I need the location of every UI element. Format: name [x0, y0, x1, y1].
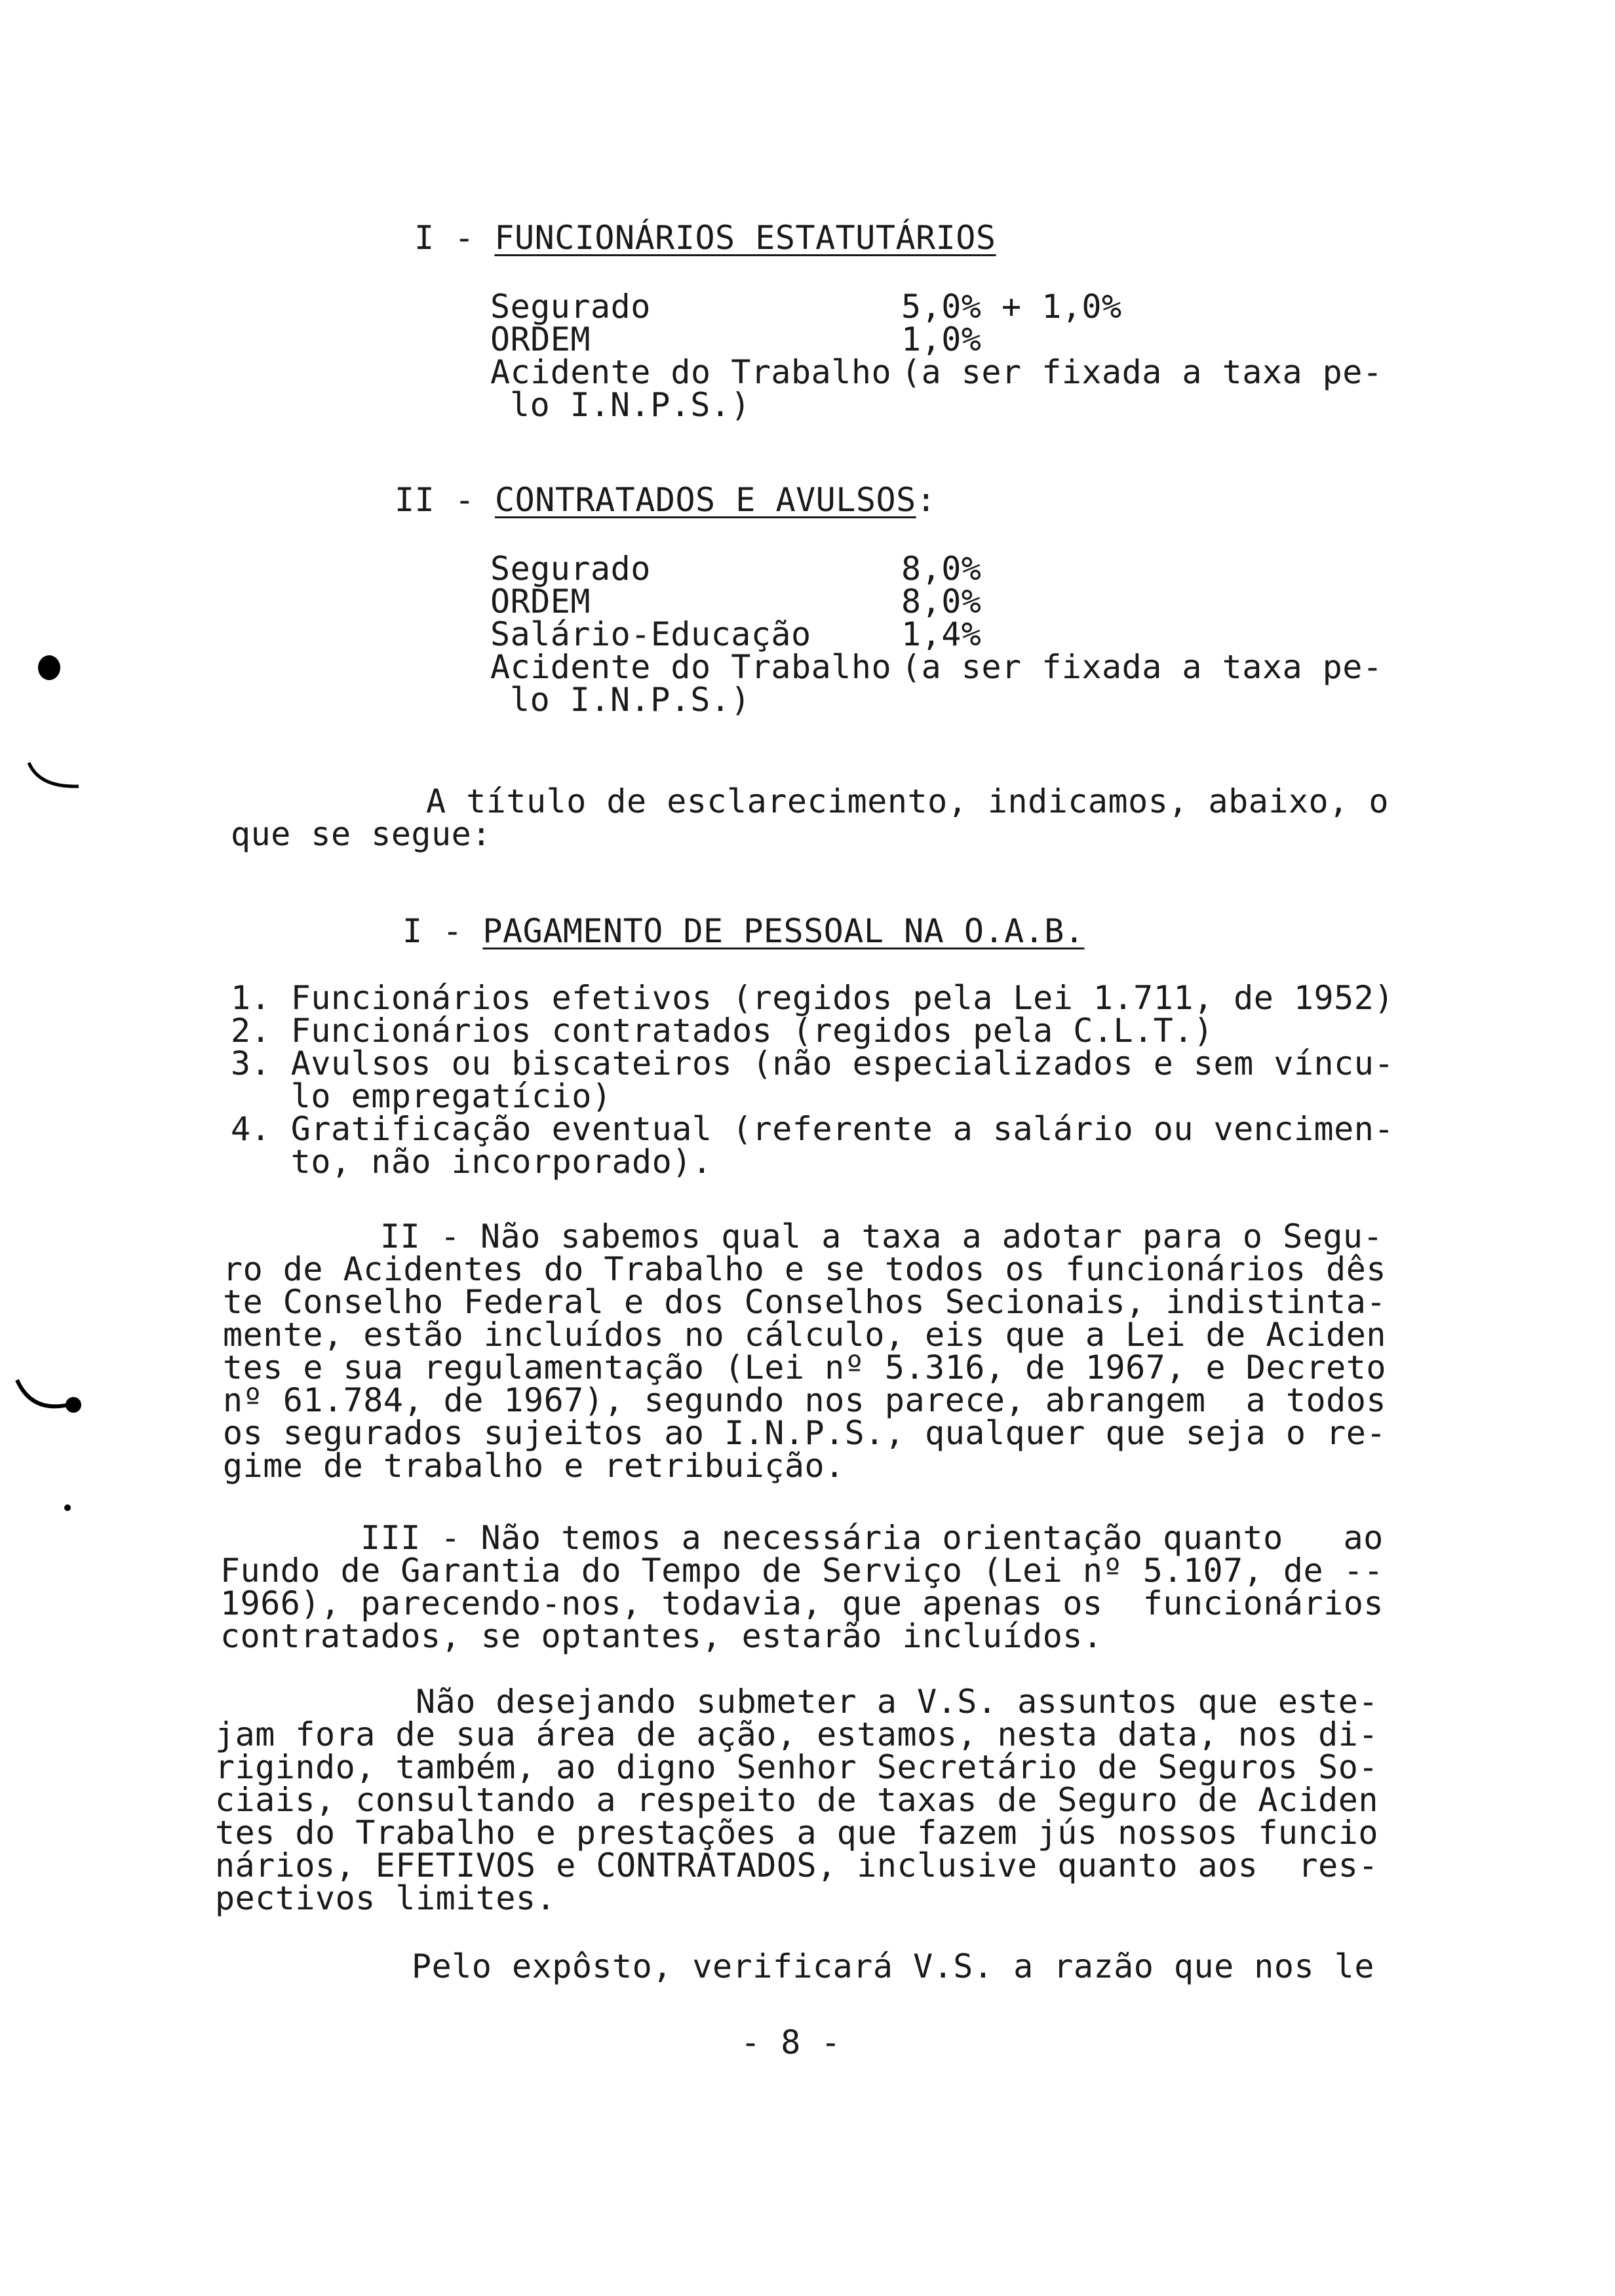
- section2-row-value: 8,0%: [901, 550, 982, 588]
- section2-number: II -: [395, 481, 475, 519]
- scan-dot-artifact: [38, 655, 60, 680]
- page-number: - 8 -: [741, 2023, 842, 2061]
- section2-row-label: Acidente do Trabalho: [490, 648, 892, 686]
- section2-row-value: 8,0%: [901, 583, 982, 621]
- section2-title: CONTRATADOS E AVULSOS: [495, 481, 916, 519]
- section2-row-label: Segurado: [490, 550, 651, 588]
- section1-title: FUNCIONÁRIOS ESTATUTÁRIOS: [494, 219, 996, 257]
- intro-line: A título de esclarecimento, indicamos, abaixo, o: [426, 782, 1389, 820]
- section1-number: I -: [414, 219, 475, 257]
- list-item: 1. Funcionários efetivos (regidos pela Lei 1.711, de 1952): [231, 979, 1394, 1017]
- list-item: 3. Avulsos ou biscateiros (não especializados e sem víncu-: [231, 1044, 1394, 1082]
- paragraph-line: nº 61.784, de 1967), segundo nos parece, abrangem a todos: [223, 1381, 1386, 1419]
- paragraph-line: tes e sua regulamentação (Lei nº 5.316, de 1967, e Decreto: [223, 1349, 1386, 1387]
- paragraph-line: mente, estão incluídos no cálculo, eis que a Lei de Aciden: [223, 1316, 1386, 1354]
- paragraph-line: II - Não sabemos qual a taxa a adotar para o Segu-: [380, 1217, 1384, 1255]
- section1-row-label: ORDEM: [490, 320, 591, 358]
- paragraph-line: jam fora de sua área de ação, estamos, nesta data, nos di-: [215, 1715, 1378, 1753]
- paragraph-line: rigindo, também, ao digno Senhor Secretário de Seguros So-: [215, 1748, 1378, 1786]
- section2-row-label: Salário-Educação: [490, 615, 811, 653]
- paragraph-line: pectivos limites.: [215, 1879, 556, 1917]
- paragraph-line: gime de trabalho e retribuição.: [223, 1447, 845, 1485]
- section1-continuation: lo I.N.P.S.): [510, 386, 751, 424]
- section2-heading: [395, 481, 937, 519]
- paragraph-line: III - Não temos a necessária orientação quanto ao: [360, 1519, 1384, 1557]
- section3-title: PAGAMENTO DE PESSOAL NA O.A.B.: [482, 912, 1085, 950]
- section1-row-value: 5,0% + 1,0%: [901, 288, 1122, 326]
- intro-line: que se segue:: [231, 815, 492, 853]
- paragraph-line: 1966), parecendo-nos, todavia, que apenas os funcionários: [220, 1584, 1384, 1622]
- section2-continuation: lo I.N.P.S.): [510, 681, 751, 719]
- paragraph-line: Fundo de Garantia do Tempo de Serviço (Lei nº 5.107, de --: [220, 1552, 1384, 1590]
- section1-row-label: Acidente do Trabalho: [490, 353, 892, 391]
- scan-curve-artifact: [26, 760, 85, 799]
- section1-row-label: Segurado: [490, 288, 651, 326]
- section2-row-value: (a ser fixada a taxa pe-: [901, 648, 1383, 686]
- paragraph-line: ciais, consultando a respeito de taxas de Seguro de Aciden: [215, 1781, 1378, 1819]
- paragraph-line: te Conselho Federal e dos Conselhos Secionais, indistinta-: [223, 1283, 1386, 1321]
- paragraph-line: nários, EFETIVOS e CONTRATADOS, inclusive quanto aos res-: [215, 1846, 1378, 1885]
- section2-row-label: ORDEM: [490, 583, 591, 621]
- paragraph-line: os segurados sujeitos ao I.N.P.S., qualquer que seja o re-: [223, 1414, 1386, 1452]
- paragraph-line: Não desejando submeter a V.S. assuntos que este-: [416, 1683, 1378, 1721]
- paragraph-line: Pelo expôsto, verificará V.S. a razão que nos le: [412, 1947, 1374, 1985]
- section1-heading: [414, 219, 996, 257]
- list-item-continuation: lo empregatício): [231, 1077, 612, 1115]
- section2-colon: :: [916, 481, 937, 519]
- paragraph-line: contratados, se optantes, estarão incluídos.: [220, 1617, 1103, 1655]
- section3-number: I -: [402, 912, 463, 950]
- scan-hook-artifact: [13, 1376, 92, 1422]
- section3-heading: [402, 912, 1085, 950]
- section1-row-value: (a ser fixada a taxa pe-: [901, 353, 1383, 391]
- section1-row-value: 1,0%: [901, 320, 982, 358]
- section2-row-value: 1,4%: [901, 615, 982, 653]
- list-item: 2. Funcionários contratados (regidos pela C.L.T.): [231, 1012, 1214, 1050]
- paragraph-line: ro de Acidentes do Trabalho e se todos os funcionários dês: [223, 1250, 1386, 1288]
- paragraph-line: tes do Trabalho e prestações a que fazem jús nossos funcio: [215, 1814, 1378, 1852]
- list-item: 4. Gratificação eventual (referente a salário ou vencimen-: [231, 1110, 1394, 1148]
- scan-small-dot-artifact: [64, 1504, 71, 1511]
- list-item-continuation: to, não incorporado).: [231, 1143, 712, 1181]
